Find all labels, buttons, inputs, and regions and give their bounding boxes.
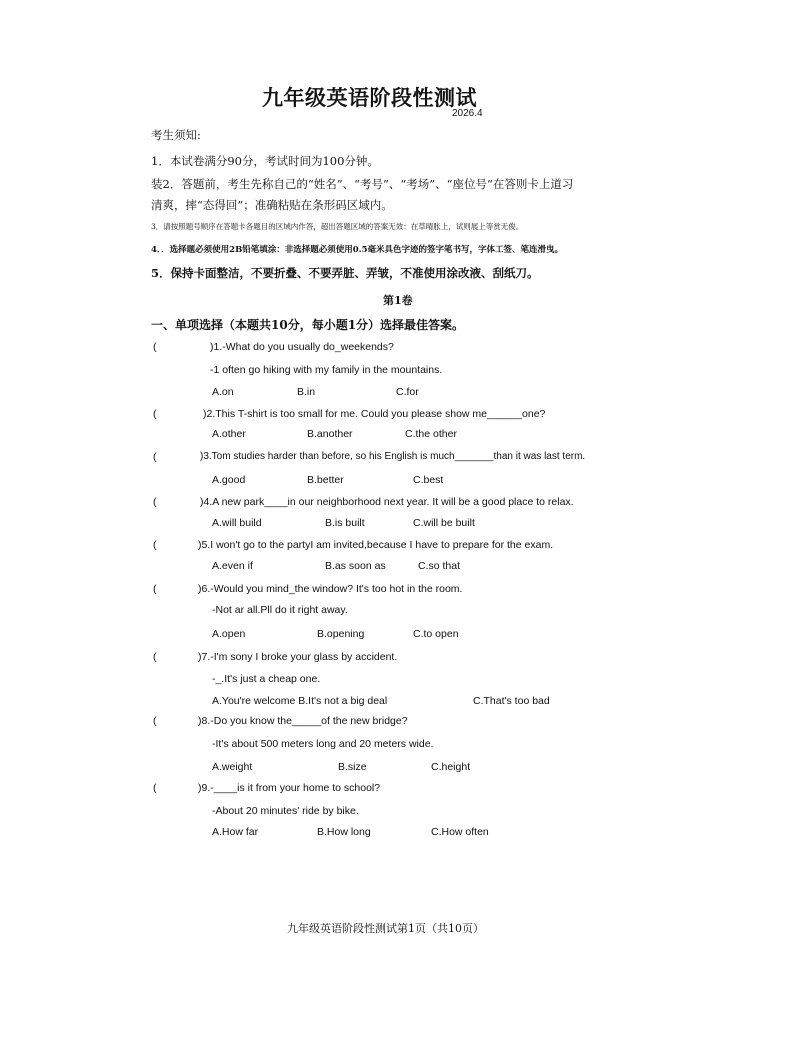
q4-option-c: C.will be built	[413, 517, 475, 529]
q8-stem: )8.-Do you know the_____of the new bridge?	[198, 715, 408, 727]
q7-stem: )7.-I'm sony I broke your glass by accident.	[198, 651, 398, 663]
q1-option-b: B.in	[297, 386, 316, 398]
q6-stem: )6.-Would you mind_the window? It's too hot in the room.	[198, 583, 463, 595]
q6-option-c: C.to open	[413, 628, 459, 640]
volume-label: 第1卷	[383, 294, 413, 307]
q6-option-a: A.open	[212, 628, 246, 640]
q8-option-a: A.weight	[212, 761, 253, 773]
notice-item-2-line-2: 清爽，摔“态得回”；准确粘贴在条形码区域内。	[151, 198, 393, 212]
q2-option-b: B.another	[307, 428, 353, 440]
q1-line-2: -1 often go hiking with my family in the mountains.	[210, 364, 443, 376]
q1-stem: )1.-What do you usually do_weekends?	[210, 341, 394, 353]
q3-option-a: A.good	[212, 474, 246, 486]
test-date: 2026.4	[452, 108, 483, 119]
q1-option-a: A.on	[212, 386, 234, 398]
q4-option-a: A.will build	[212, 517, 262, 529]
q4-answer-paren: (	[153, 496, 157, 508]
q5-stem: )5.I won't go to the partyI am invited,because I have to prepare for the exam.	[198, 539, 554, 551]
q3-answer-paren: (	[153, 451, 157, 463]
q2-answer-paren: (	[153, 408, 157, 420]
q6-line-2: -Not ar all.Pll do it right away.	[212, 604, 348, 616]
notice-item-2-line-1: 装2．答题前，考生先称自己的“姓名”、“考号”、“考场”、“座位号”在答则卡上道习	[151, 177, 574, 191]
q9-option-c: C.How often	[431, 826, 489, 838]
q1-answer-paren: (	[153, 341, 157, 353]
notice-item-4: 4．．选择题必须使用2B铅笔填涂：非选择题必须使用0.5毫米具色字迹的签字笔书写，字体工签、笔连滑曳。	[151, 245, 564, 255]
q2-option-c: C.the other	[405, 428, 457, 440]
q5-option-c: C.so that	[418, 560, 461, 572]
q9-answer-paren: (	[153, 782, 157, 794]
q8-answer-paren: (	[153, 715, 157, 727]
page-title: 九年级英语阶段性测试	[262, 85, 477, 110]
section-heading: 一、单项选择（本题共10分，每小题1分）选择最佳答案。	[151, 318, 465, 332]
q5-answer-paren: (	[153, 539, 157, 551]
q7-answer-paren: (	[153, 651, 157, 663]
q5-option-b: B.as soon as	[325, 560, 386, 572]
notice-heading: 考生须知:	[151, 128, 201, 142]
q3-stem: )3.Tom studies harder than before, so his English is much_______than it was last term.	[200, 451, 586, 462]
q7-line-2: -_.It's just a cheap one.	[212, 673, 321, 685]
page-footer: 九年级英语阶段性测试第1页（共10页）	[287, 922, 484, 935]
q5-option-a: A.even if	[212, 560, 253, 572]
q9-option-b: B.How long	[317, 826, 371, 838]
q2-stem: )2.This T-shirt is too small for me. Could you please show me______one?	[203, 408, 546, 420]
q8-option-b: B.size	[338, 761, 367, 773]
q4-stem: )4.A new park____in our neighborhood next year. It will be a good place to relax.	[200, 496, 574, 508]
q9-option-a: A.How far	[212, 826, 259, 838]
q8-line-2: -It's about 500 meters long and 20 meters wide.	[212, 738, 434, 750]
q8-option-c: C.height	[431, 761, 471, 773]
q3-option-c: C.best	[413, 474, 444, 486]
q9-line-2: -About 20 minutes' ride by bike.	[212, 805, 359, 817]
q4-option-b: B.is built	[325, 517, 365, 529]
q7-option-c: C.That's too bad	[473, 695, 550, 707]
q1-option-c: C.for	[396, 386, 419, 398]
notice-item-1: 1．本试卷满分90分，考试时间为100分钟。	[151, 154, 379, 168]
q7-option-ab: A.You're welcome B.It's not a big deal	[212, 695, 388, 707]
notice-item-5: 5．保持卡面整洁，不要折叠、不要弄脏、弄皱，不准使用涂改液、刮纸刀。	[151, 266, 539, 280]
q6-option-b: B.opening	[317, 628, 365, 640]
q6-answer-paren: (	[153, 583, 157, 595]
q3-option-b: B.better	[307, 474, 344, 486]
q9-stem: )9.-____is it from your home to school?	[198, 782, 381, 794]
q2-option-a: A.other	[212, 428, 246, 440]
notice-item-3: 3．请按照题号顺序在答题卡各题目的区域内作答，超出答题区域的答案无效：在草晴胀上，试则展上等赏无俊。	[151, 222, 524, 231]
